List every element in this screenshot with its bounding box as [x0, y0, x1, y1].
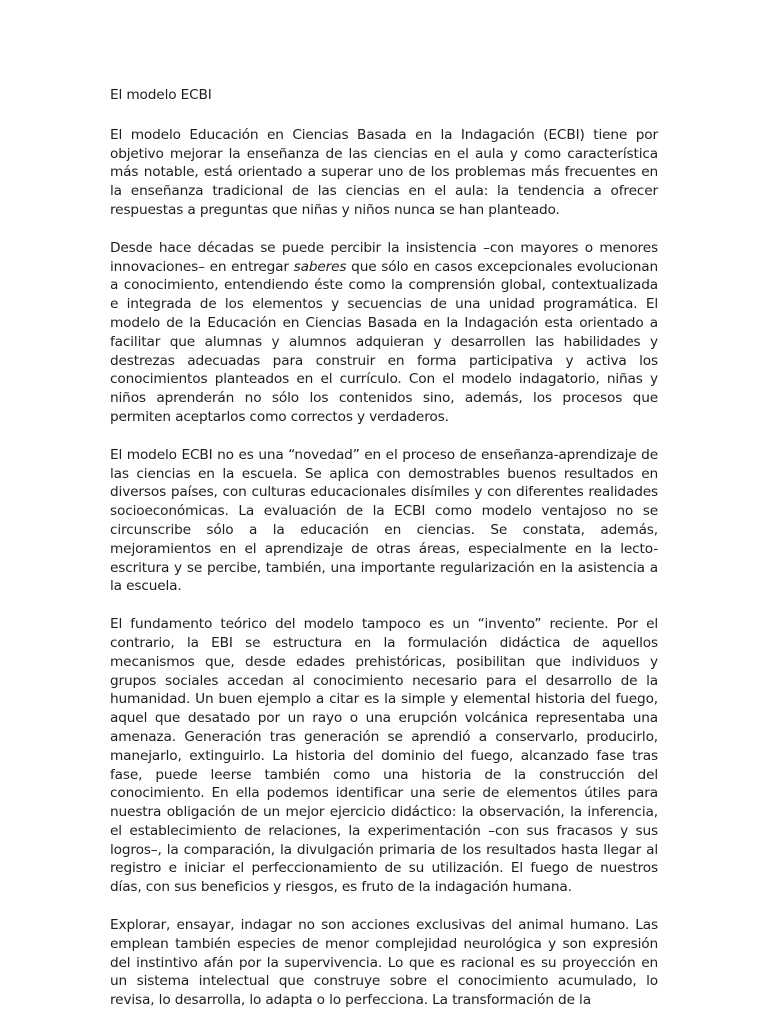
italic-text-run: saberes [293, 258, 347, 275]
text-run: El fundamento teórico del modelo tampoco es un “invento” reciente. Por el contrario, la EBI se estructura en la formulación didáctica de aquellos mecanismos que, desde edades prehistóricas, posibilitan que individuos y grupos sociales accedan al conocimiento necesario para el desarrollo de la humanidad. Un buen ejemplo a citar es la simple y elemental historia del fuego, aquel que desatado por un rayo o una erupción volcánica representaba una amenaza. Generación tras generación se aprendió a conservarlo, producirlo, manejarlo, extinguirlo. La historia del dominio del fuego, alcanzado fase tras fase, puede leerse también como una historia de la construcción del conocimiento. En ella podemos identificar una serie de elementos útiles para nuestra obligación de un mejor ejercicio didáctico: la observación, la inferencia, el establecimiento de relaciones, la experimentación –con sus fracasos y sus logros–, la comparación, la divulgación primaria de los resultados hasta llegar al registro e iniciar el perfeccionamiento de su utilización. El fuego de nuestros días, con sus beneficios y riesgos, es fruto de la indagación humana. [110, 616, 658, 896]
text-run: El modelo ECBI no es una “novedad” en el proceso de enseñanza-aprendizaje de las ciencias en la escuela. Se aplica con demostrables buenos resultados en diversos países, con culturas educacionales disímiles y con diferentes realidades socioeconómicas. La evaluación de la ECBI como modelo ventajoso no se circunscribe sólo a la educación en ciencias. Se constata, además, mejoramientos en el aprendizaje de otras áreas, especialmente en la lecto-escritura y se percibe, también, una importante regularización en la asistencia a la escuela. [110, 446, 658, 595]
body-paragraph [110, 446, 658, 596]
body-paragraph [110, 916, 658, 1010]
text-run: que sólo en casos excepcionales evolucionan a conocimiento, entendiendo éste como la comprensión global, contextualizada e integrada de los elementos y secuencias de una unidad programática. El modelo de la Educación en Ciencias Basada en la Indagación esta orientado a facilitar que alumnas y alumnos adquieran y desarrollen las habilidades y destrezas adecuadas para construir en forma participativa y activa los conocimientos planteados en el currículo. Con el modelo indagatorio, niñas y niños aprenderán no sólo los contenidos sino, además, los procesos que permiten aceptarlos como correctos y verdaderos. [110, 258, 658, 425]
document-title: El modelo ECBI [110, 87, 212, 103]
body-paragraph [110, 615, 658, 897]
text-run: Desde hace décadas se puede percibir la insistencia –con mayores o menores innovaciones– en entregar [110, 239, 658, 275]
document-body [110, 86, 658, 1010]
text-run: El modelo Educación en Ciencias Basada en la Indagación (ECBI) tiene por objetivo mejorar la enseñanza de las ciencias en el aula y como característica más notable, está orientado a superar uno de los problemas más frecuentes en la enseñanza tradicional de las ciencias en el aula: la tendencia a ofrecer respuestas a preguntas que niñas y niños nunca se han planteado. [110, 126, 658, 218]
body-paragraph [110, 239, 658, 427]
text-run: Explorar, ensayar, indagar no son acciones exclusivas del animal humano. Las emplean también especies de menor complejidad neurológica y son expresión del instintivo afán por la supervivencia. Lo que es racional es su proyección en un sistema intelectual que construye sobre el conocimiento acumulado, lo revisa, lo desarrolla, lo adapta o lo perfecciona. La transformación de la [110, 917, 658, 1009]
body-paragraph [110, 126, 658, 220]
paragraph-list [110, 126, 658, 1010]
